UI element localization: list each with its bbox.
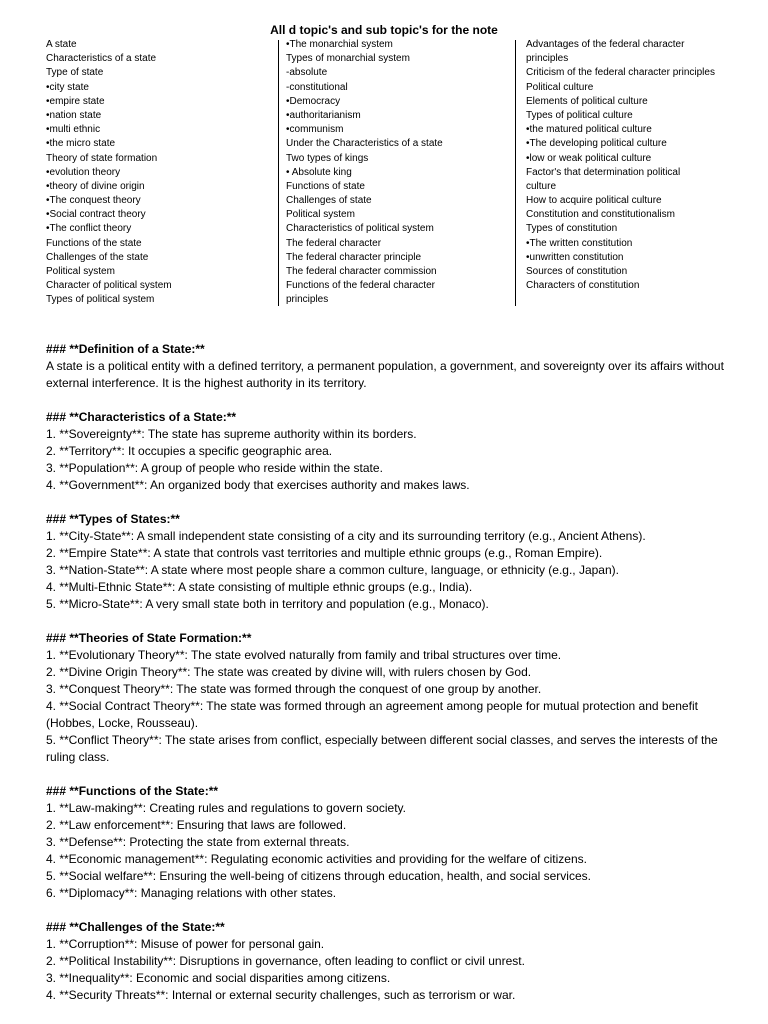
toc-item: A state bbox=[46, 39, 77, 50]
section-heading: ### **Functions of the State:** bbox=[46, 784, 219, 798]
toc-item: Functions of the state bbox=[46, 237, 142, 249]
list-item: 1. **Sovereignty**: The state has supreme authority within its borders. bbox=[46, 427, 417, 441]
list-item: 5. **Conflict Theory**: The state arises from conflict, especially between different social classes, and serves the interests of the ruling class. bbox=[46, 733, 718, 764]
toc-item: •nation state bbox=[46, 109, 102, 121]
list-item: 2. **Law enforcement**: Ensuring that laws are followed. bbox=[46, 818, 347, 832]
toc-item: •authoritarianism bbox=[286, 109, 361, 121]
toc-item: •empire state bbox=[46, 95, 105, 107]
toc-item: Theory of state formation bbox=[46, 152, 158, 164]
list-item: 3. **Population**: A group of people who reside within the state. bbox=[46, 461, 383, 475]
list-item: 5. **Micro-State**: A very small state both in territory and population (e.g., Monaco). bbox=[46, 597, 489, 611]
toc-item: Characteristics of a state bbox=[46, 53, 157, 65]
theories-section bbox=[46, 630, 746, 766]
list-item: 4. **Security Threats**: Internal or external security challenges, such as terrorism or war. bbox=[46, 988, 516, 1002]
list-item: 4. **Multi-Ethnic State**: A state consisting of multiple ethnic groups (e.g., India). bbox=[46, 580, 473, 594]
section-heading: ### **Characteristics of a State:** bbox=[46, 410, 237, 424]
toc-item: Political culture bbox=[526, 81, 594, 93]
section-heading: ### **Challenges of the State:** bbox=[46, 920, 225, 934]
toc-item: Functions of state bbox=[286, 180, 365, 192]
toc-item: Criticism of the federal character principles bbox=[526, 67, 715, 79]
toc-item: principles bbox=[526, 53, 569, 65]
notes-body bbox=[46, 341, 746, 1021]
list-item: 5. **Social welfare**: Ensuring the well-being of citizens through education, health, and social services. bbox=[46, 869, 591, 883]
list-item: 4. **Government**: An organized body that exercises authority and makes laws. bbox=[46, 478, 470, 492]
toc-item: •communism bbox=[286, 124, 344, 136]
toc-item: •multi ethnic bbox=[46, 124, 101, 136]
list-item: 1. **Evolutionary Theory**: The state evolved naturally from family and tribal structures over time. bbox=[46, 648, 562, 662]
list-item: 2. **Territory**: It occupies a specific geographic area. bbox=[46, 444, 333, 458]
toc-item: • Absolute king bbox=[286, 166, 352, 178]
toc-item: How to acquire political culture bbox=[526, 195, 662, 207]
list-item: 1. **Corruption**: Misuse of power for personal gain. bbox=[46, 937, 325, 951]
list-item: 2. **Political Instability**: Disruptions in governance, often leading to conflict or civil unrest. bbox=[46, 954, 525, 968]
toc-item: •city state bbox=[46, 81, 89, 93]
list-item: 3. **Nation-State**: A state where most people share a common culture, language, or ethnicity (e.g., Japan). bbox=[46, 563, 619, 577]
toc-item: •evolution theory bbox=[46, 166, 121, 178]
toc-item: Advantages of the federal character bbox=[526, 39, 685, 50]
toc-item: •the matured political culture bbox=[526, 124, 652, 136]
toc-column-3 bbox=[526, 38, 745, 293]
toc-item: •The conflict theory bbox=[46, 223, 132, 235]
toc-item: Constitution and constitutionalism bbox=[526, 209, 675, 221]
toc-item: The federal character commission bbox=[286, 266, 437, 277]
toc-item: principles bbox=[286, 294, 329, 306]
toc-item: Type of state bbox=[46, 67, 104, 79]
list-item: 1. **City-State**: A small independent state consisting of a city and its surrounding territory (e.g., Ancient Athens). bbox=[46, 529, 646, 543]
list-item: 6. **Diplomacy**: Managing relations with other states. bbox=[46, 886, 337, 900]
toc-item: Challenges of state bbox=[286, 195, 372, 207]
toc-item: •The written constitution bbox=[526, 237, 633, 249]
list-item: 3. **Defense**: Protecting the state from external threats. bbox=[46, 835, 350, 849]
definition-section bbox=[46, 341, 746, 392]
list-item: 4. **Social Contract Theory**: The state was formed through an agreement among people for mutual protection and benefit (Hobbes, Locke, Rousseau). bbox=[46, 699, 698, 730]
list-item: 4. **Economic management**: Regulating economic activities and providing for the welfare of citizens. bbox=[46, 852, 587, 866]
toc-item: Functions of the federal character bbox=[286, 280, 435, 292]
toc-item: Under the Characteristics of a state bbox=[286, 138, 443, 150]
toc-item: The federal character principle bbox=[286, 251, 422, 263]
section-heading: ### **Theories of State Formation:** bbox=[46, 631, 252, 645]
toc-item: Political system bbox=[286, 209, 355, 221]
toc-item: Types of political culture bbox=[526, 109, 633, 121]
toc-item: •Social contract theory bbox=[46, 209, 146, 221]
definition-text: A state is a political entity with a defined territory, a permanent population, a government, and sovereignty over its affairs without external interference. It is the highest authority in its territory. bbox=[46, 359, 724, 390]
list-item: 1. **Law-making**: Creating rules and regulations to govern society. bbox=[46, 801, 406, 815]
list-item: 3. **Conquest Theory**: The state was formed through the conquest of one group by another. bbox=[46, 682, 542, 696]
toc-item: -constitutional bbox=[286, 81, 348, 93]
toc-item: Factor's that determination political bbox=[526, 166, 681, 178]
toc-item: Character of political system bbox=[46, 280, 172, 292]
list-item: 2. **Divine Origin Theory**: The state was created by divine will, with rulers chosen by God. bbox=[46, 665, 532, 679]
toc-item: The federal character bbox=[286, 237, 382, 249]
functions-section bbox=[46, 783, 746, 902]
section-heading: ### **Types of States:** bbox=[46, 512, 180, 526]
toc-column-2 bbox=[286, 38, 510, 308]
toc-item: Political system bbox=[46, 266, 115, 277]
toc-item: •The conquest theory bbox=[46, 195, 141, 207]
toc-item: culture bbox=[526, 180, 557, 192]
list-item: 2. **Empire State**: A state that controls vast territories and multiple ethnic groups (e.g., Roman Empire). bbox=[46, 546, 603, 560]
column-divider bbox=[278, 40, 279, 306]
toc-item: Characters of constitution bbox=[526, 280, 640, 292]
types-section bbox=[46, 511, 746, 613]
toc-item: •theory of divine origin bbox=[46, 180, 145, 192]
toc-item: Types of monarchial system bbox=[286, 53, 410, 65]
toc-item: Sources of constitution bbox=[526, 266, 628, 277]
toc-item: •unwritten constitution bbox=[526, 251, 624, 263]
section-heading: ### **Definition of a State:** bbox=[46, 342, 205, 356]
toc-item: •The monarchial system bbox=[286, 39, 393, 50]
document-title: All d topic's and sub topic's for the note bbox=[270, 23, 498, 37]
toc-item: Types of constitution bbox=[526, 223, 618, 235]
column-divider bbox=[515, 40, 516, 306]
toc-item: •the micro state bbox=[46, 138, 116, 150]
toc-item: Two types of kings bbox=[286, 152, 369, 164]
challenges-section bbox=[46, 919, 746, 1004]
toc-column-1 bbox=[46, 38, 268, 308]
toc-item: •low or weak political culture bbox=[526, 152, 652, 164]
characteristics-section bbox=[46, 409, 746, 494]
toc-item: -absolute bbox=[286, 67, 328, 79]
toc-item: Elements of political culture bbox=[526, 95, 648, 107]
toc-item: Types of political system bbox=[46, 294, 155, 306]
toc-item: Characteristics of political system bbox=[286, 223, 434, 235]
toc-item: •The developing political culture bbox=[526, 138, 667, 150]
toc-item: •Democracy bbox=[286, 95, 341, 107]
toc-item: Challenges of the state bbox=[46, 251, 149, 263]
list-item: 3. **Inequality**: Economic and social disparities among citizens. bbox=[46, 971, 391, 985]
